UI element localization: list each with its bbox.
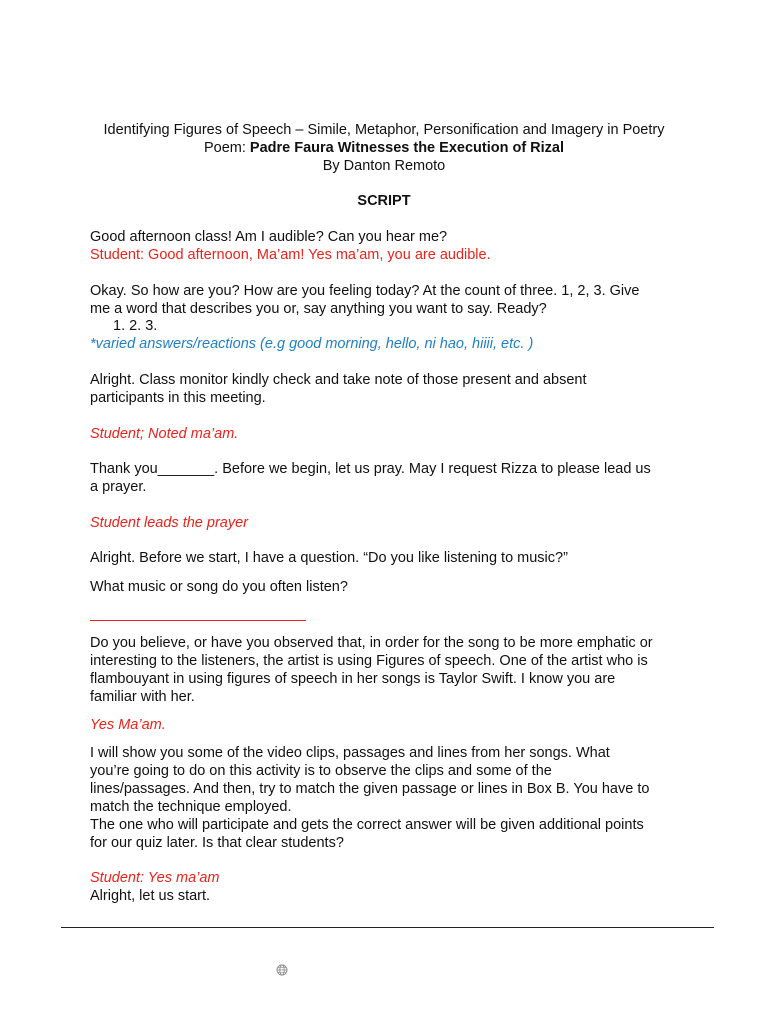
answer-blank-line — [90, 620, 306, 621]
teacher-greeting: Good afternoon class! Am I audible? Can you hear me? — [90, 229, 448, 245]
count-paragraph — [90, 282, 680, 318]
count-list: 1. 2. 3. — [113, 318, 158, 334]
student-greeting: Student: Good afternoon, Ma’am! Yes ma’am, you are audible. — [90, 247, 491, 263]
activity-line: for our quiz later. Is that clear students? — [90, 835, 344, 851]
activity-line: lines/passages. And then, try to match the given passage or lines in Box B. You have to — [90, 781, 650, 797]
varied-answers-note: *varied answers/reactions (e.g good morning, hello, ni hao, hiiii, etc. ) — [90, 336, 534, 352]
music-question: Alright. Before we start, I have a question. “Do you like listening to music?” — [90, 550, 568, 566]
attendance-line: participants in this meeting. — [90, 390, 266, 406]
prayer-line: Thank you_______. Before we begin, let us pray. May I request Rizza to please lead us — [90, 461, 651, 477]
music-followup: What music or song do you often listen? — [90, 579, 348, 595]
attendance-line: Alright. Class monitor kindly check and take note of those present and absent — [90, 372, 587, 388]
figures-line: familiar with her. — [90, 689, 195, 705]
poem-prefix: Poem: — [203, 140, 250, 156]
globe-icon — [276, 964, 288, 976]
activity-line: I will show you some of the video clips, passages and lines from her songs. What — [90, 745, 610, 761]
prayer-line: a prayer. — [90, 479, 147, 495]
lesson-title: Identifying Figures of Speech – Simile, Metaphor, Personification and Imagery in Poetry — [103, 122, 665, 138]
student-clear: Student: Yes ma’am — [90, 870, 220, 886]
poem-line — [84, 139, 684, 157]
activity-paragraph — [90, 744, 680, 852]
poem-title: Padre Faura Witnesses the Execution of Rizal — [249, 140, 565, 156]
student-prayer: Student leads the prayer — [90, 515, 248, 531]
footer-divider — [61, 927, 714, 928]
student-noted: Student; Noted ma’am. — [90, 426, 239, 442]
figures-line: flambouyant in using figures of speech in her songs is Taylor Swift. I know you are — [90, 671, 616, 687]
figures-line: Do you believe, or have you observed that, in order for the song to be more emphatic or — [90, 635, 653, 651]
figures-paragraph — [90, 634, 680, 706]
count-line: Okay. So how are you? How are you feeling today? At the count of three. 1, 2, 3. Give — [90, 283, 640, 299]
script-heading: SCRIPT — [357, 193, 411, 209]
start-line: Alright, let us start. — [90, 888, 211, 904]
attendance-paragraph — [90, 371, 680, 407]
count-line: me a word that describes you or, say anything you want to say. Ready? — [90, 301, 547, 317]
figures-line: interesting to the listeners, the artist is using Figures of speech. One of the artist who is — [90, 653, 648, 669]
activity-line: you’re going to do on this activity is to observe the clips and some of the — [90, 763, 552, 779]
prayer-paragraph — [90, 460, 680, 496]
activity-line: The one who will participate and gets the correct answer will be given additional points — [90, 817, 644, 833]
student-yes: Yes Ma’am. — [90, 717, 166, 733]
author-line: By Danton Remoto — [322, 158, 446, 174]
activity-line: match the technique employed. — [90, 799, 292, 815]
